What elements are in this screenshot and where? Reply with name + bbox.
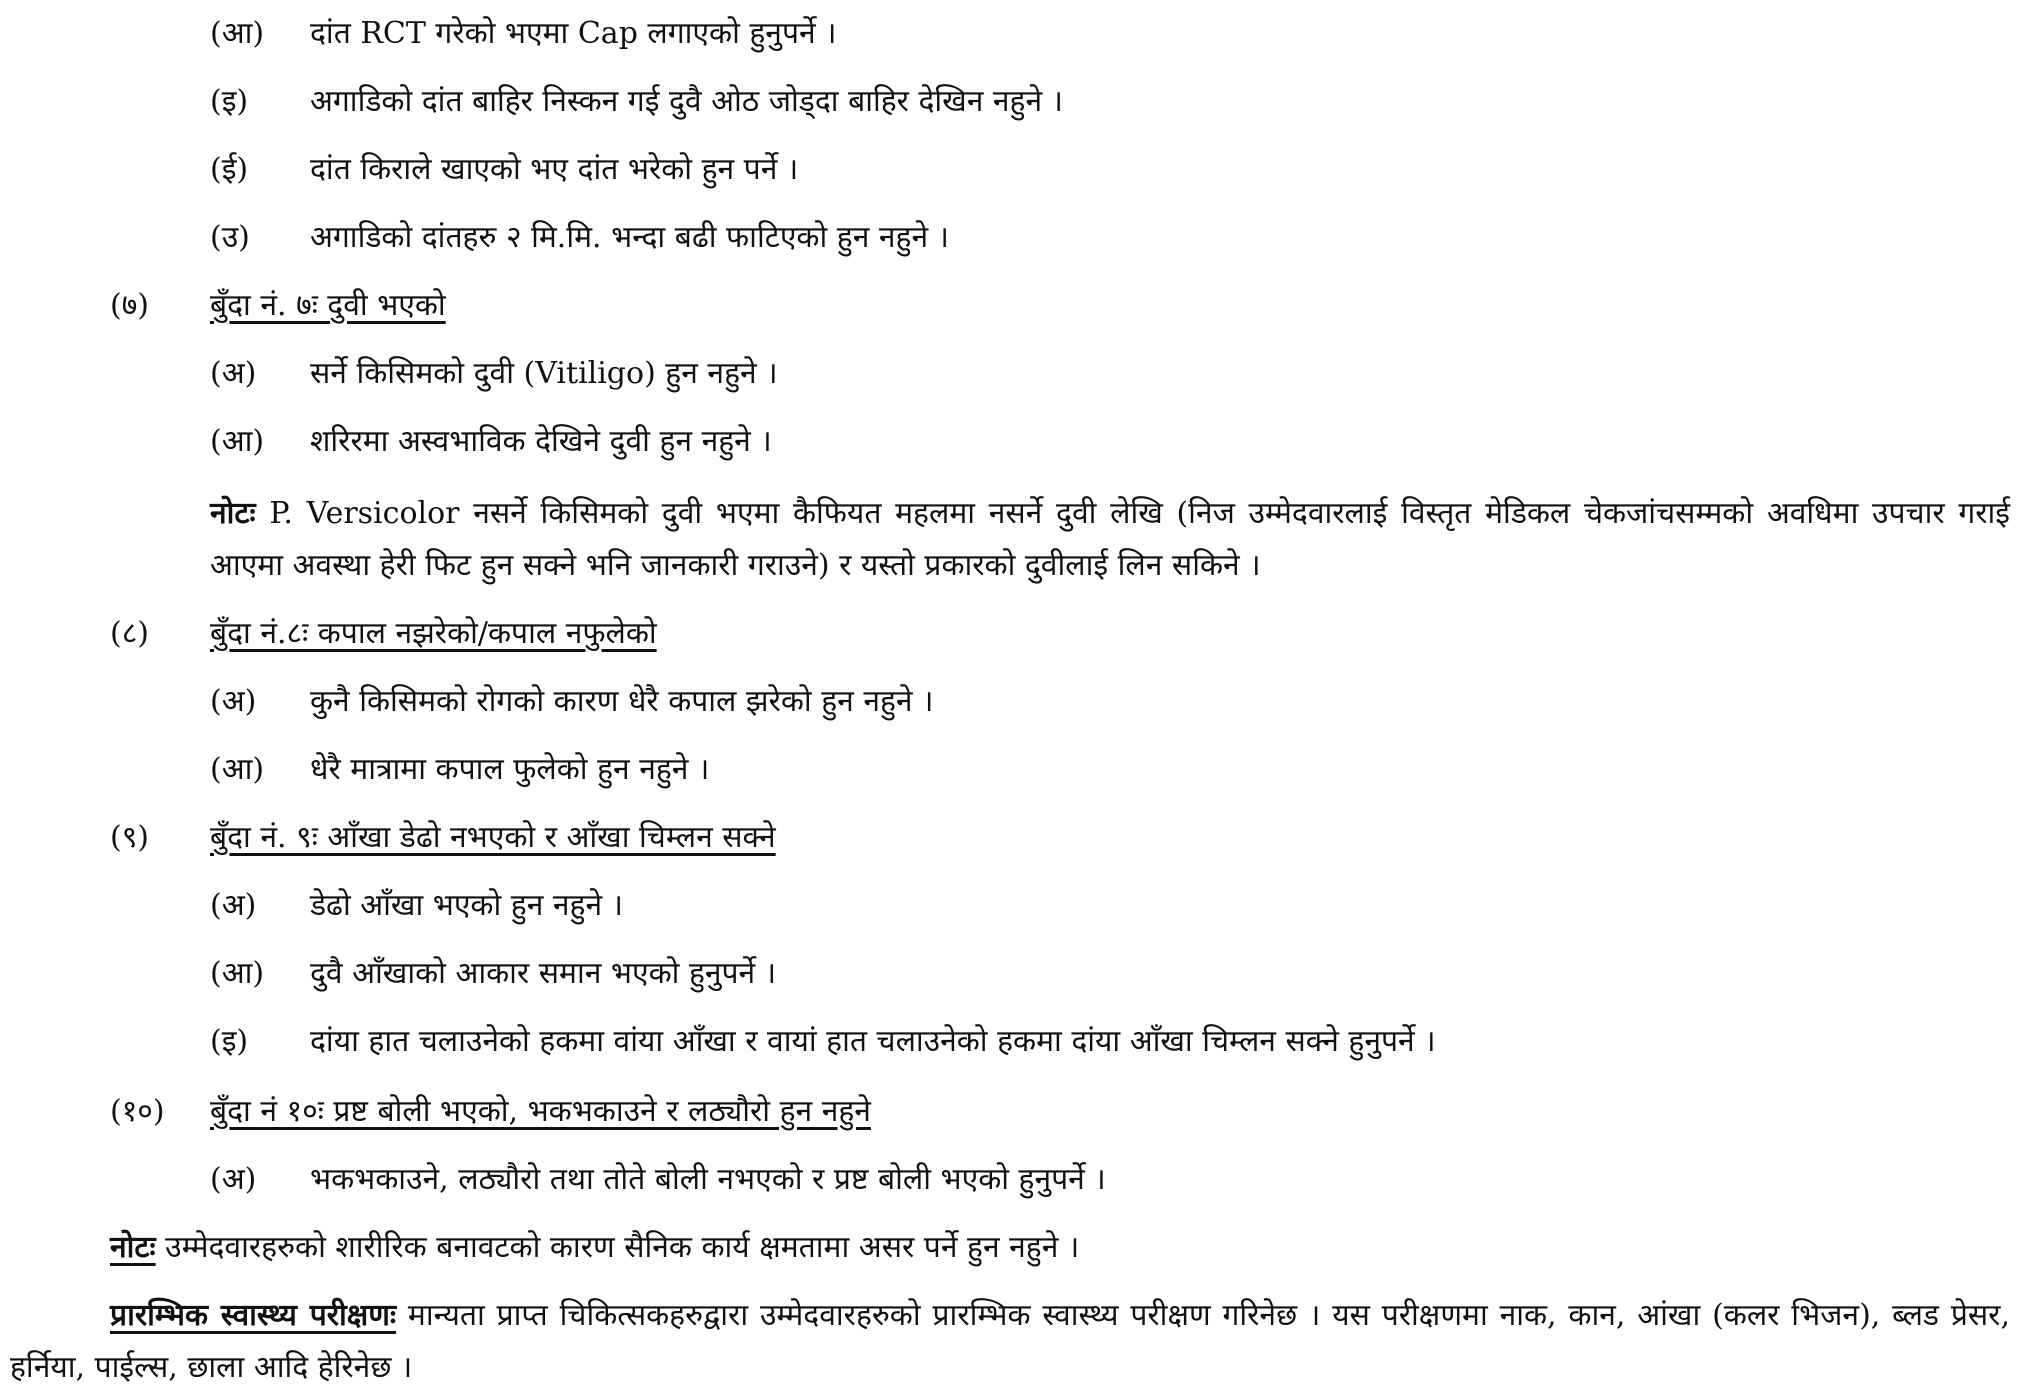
item-label: (आ) [210, 424, 265, 459]
item-text: कुनै किसिमको रोगको कारण धेरै कपाल झरेको हुन नहुने । [310, 684, 934, 719]
item-text: धेरै मात्रामा कपाल फुलेको हुन नहुने । [310, 752, 710, 787]
section-title: प्रारम्भिक स्वास्थ्य परीक्षणः [110, 1298, 397, 1333]
item-text: दांत किराले खाएको भए दांत भरेको हुन पर्ने । [310, 152, 799, 187]
note-text: P. Versicolor नसर्ने किसिमको दुवी भएमा कैफियत महलमा नसर्ने दुवी लेखि (निज उम्मेदवारलाई विस्तृत मेडिकल चेकजांचसम्मको अवधिमा उपचार गराई आएमा अवस्था हेरी फिट हुन सक्ने भनि जानकारी गराउने) र यस्तो प्रकारको दुवीलाई लिन सकिने । [210, 496, 2010, 583]
item-label: (उ) [210, 220, 250, 255]
item-label: (अ) [210, 684, 257, 719]
general-note [110, 1228, 1079, 1268]
note-paragraph [210, 488, 2010, 592]
section-number: (७) [110, 288, 150, 323]
item-label: (इ) [210, 84, 249, 119]
section-number: (९) [110, 820, 150, 855]
item-label: (आ) [210, 16, 265, 51]
item-label: (आ) [210, 956, 265, 991]
item-label: (आ) [210, 752, 265, 787]
item-text: अगाडिको दांत बाहिर निस्कन गई दुवै ओठ जोड्दा बाहिर देखिन नहुने । [310, 84, 1064, 119]
item-text: शरिरमा अस्वभाविक देखिने दुवी हुन नहुने । [310, 424, 772, 459]
section-text: मान्यता प्राप्त चिकित्सकहरुद्वारा उम्मेदवारहरुको प्रारम्भिक स्वास्थ्य परीक्षण गरिनेछ । यस परीक्षणमा नाक, कान, आंखा (कलर भिजन), ब्लड प्रेसर, हर्निया, पाईल्स, छाला आदि हेरिनेछ । [10, 1298, 2010, 1385]
section-title: बुँदा नं १०ः प्रष्ट बोली भएको, भकभकाउने र लठ्यौरो हुन नहुने [210, 1094, 871, 1129]
item-text: दांया हात चलाउनेको हकमा वांया आँखा र वायां हात चलाउनेको हकमा दांया आँखा चिम्लन सक्ने हुनुपर्ने । [310, 1024, 1436, 1059]
item-label: (ई) [210, 152, 249, 187]
item-text: अगाडिको दांतहरु २ मि.मि. भन्दा बढी फाटिएको हुन नहुने । [310, 220, 950, 255]
item-text: दुवै आँखाको आकार समान भएको हुनुपर्ने । [310, 956, 777, 991]
item-text: भकभकाउने, लठ्यौरो तथा तोते बोली नभएको र प्रष्ट बोली भएको हुनुपर्ने । [310, 1162, 1106, 1197]
section-title: बुँदा नं.८ः कपाल नझरेको/कपाल नफुलेको [210, 616, 657, 651]
item-label: (अ) [210, 1162, 257, 1197]
item-text: डेढो आँखा भएको हुन नहुने । [310, 888, 624, 923]
item-text: सर्ने किसिमको दुवी (Vitiligo) हुन नहुने । [310, 356, 778, 391]
section-number: (१०) [110, 1094, 165, 1129]
item-label: (अ) [210, 888, 257, 923]
section-ga-paragraph [10, 1290, 2010, 1394]
item-label: (अ) [210, 356, 257, 391]
note-label: नोटः [210, 496, 256, 531]
note-label: नोटः [110, 1230, 156, 1265]
item-label: (इ) [210, 1024, 249, 1059]
item-text: दांत RCT गरेको भएमा Cap लगाएको हुनुपर्ने । [310, 16, 837, 51]
section-title: बुँदा नं. ९ः आँखा डेढो नभएको र आँखा चिम्लन सक्ने [210, 820, 776, 855]
section-title: बुँदा नं. ७ः दुवी भएको [210, 288, 446, 323]
note-text: उम्मेदवारहरुको शारीरिक बनावटको कारण सैनिक कार्य क्षमतामा असर पर्ने हुन नहुने । [165, 1230, 1080, 1265]
section-number: (८) [110, 616, 150, 651]
